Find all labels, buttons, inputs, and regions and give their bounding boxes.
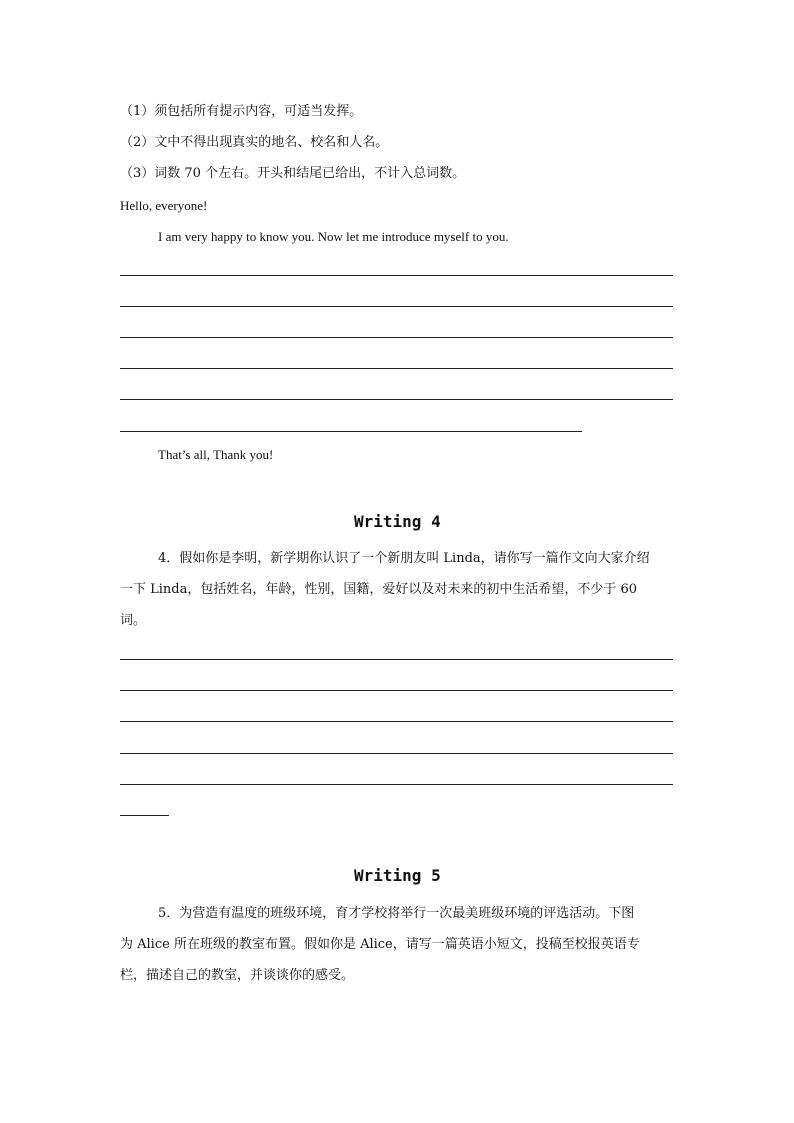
answer-line[interactable] xyxy=(120,431,582,432)
closing-sentence: That’s all, Thank you! xyxy=(158,447,274,462)
requirement-3: （3）词数 70 个左右。开头和结尾已给出，不计入总词数。 xyxy=(120,166,466,181)
answer-line[interactable] xyxy=(120,721,673,722)
writing-5-prompt-line: 5．为营造有温度的班级环境，育才学校将举行一次最美班级环境的评选活动。下图 xyxy=(158,906,635,921)
answer-line[interactable] xyxy=(120,815,169,816)
requirement-2: （2）文中不得出现真实的地名、校名和人名。 xyxy=(120,135,389,150)
writing-5-prompt-line: 为 Alice 所在班级的教室布置。假如你是 Alice，请写一篇英语小短文，投稿至校报英语专 xyxy=(120,937,640,952)
answer-line[interactable] xyxy=(120,753,673,754)
writing-4-prompt-line: 4．假如你是李明，新学期你认识了一个新朋友叫 Linda，请你写一篇作文向大家介绍 xyxy=(158,551,650,566)
writing-4-prompt-line: 一下 Linda，包括姓名，年龄，性别，国籍，爱好以及对未来的初中生活希望，不少于 60 xyxy=(120,582,638,597)
answer-line[interactable] xyxy=(120,275,673,276)
answer-line[interactable] xyxy=(120,306,673,307)
answer-line[interactable] xyxy=(120,337,673,338)
answer-line[interactable] xyxy=(120,399,673,400)
greeting-text: Hello, everyone! xyxy=(120,198,208,213)
opening-sentence: I am very happy to know you. Now let me introduce myself to you. xyxy=(158,229,509,244)
answer-line[interactable] xyxy=(120,659,673,660)
answer-line[interactable] xyxy=(120,690,673,691)
writing-4-prompt-line: 词。 xyxy=(120,613,147,628)
requirement-1: （1）须包括所有提示内容，可适当发挥。 xyxy=(120,104,363,119)
writing-4-heading: Writing 4 xyxy=(354,512,441,531)
answer-line[interactable] xyxy=(120,784,673,785)
answer-line[interactable] xyxy=(120,368,673,369)
writing-5-heading: Writing 5 xyxy=(354,866,441,885)
writing-5-prompt-line: 栏，描述自己的教室，并谈谈你的感受。 xyxy=(120,968,355,983)
